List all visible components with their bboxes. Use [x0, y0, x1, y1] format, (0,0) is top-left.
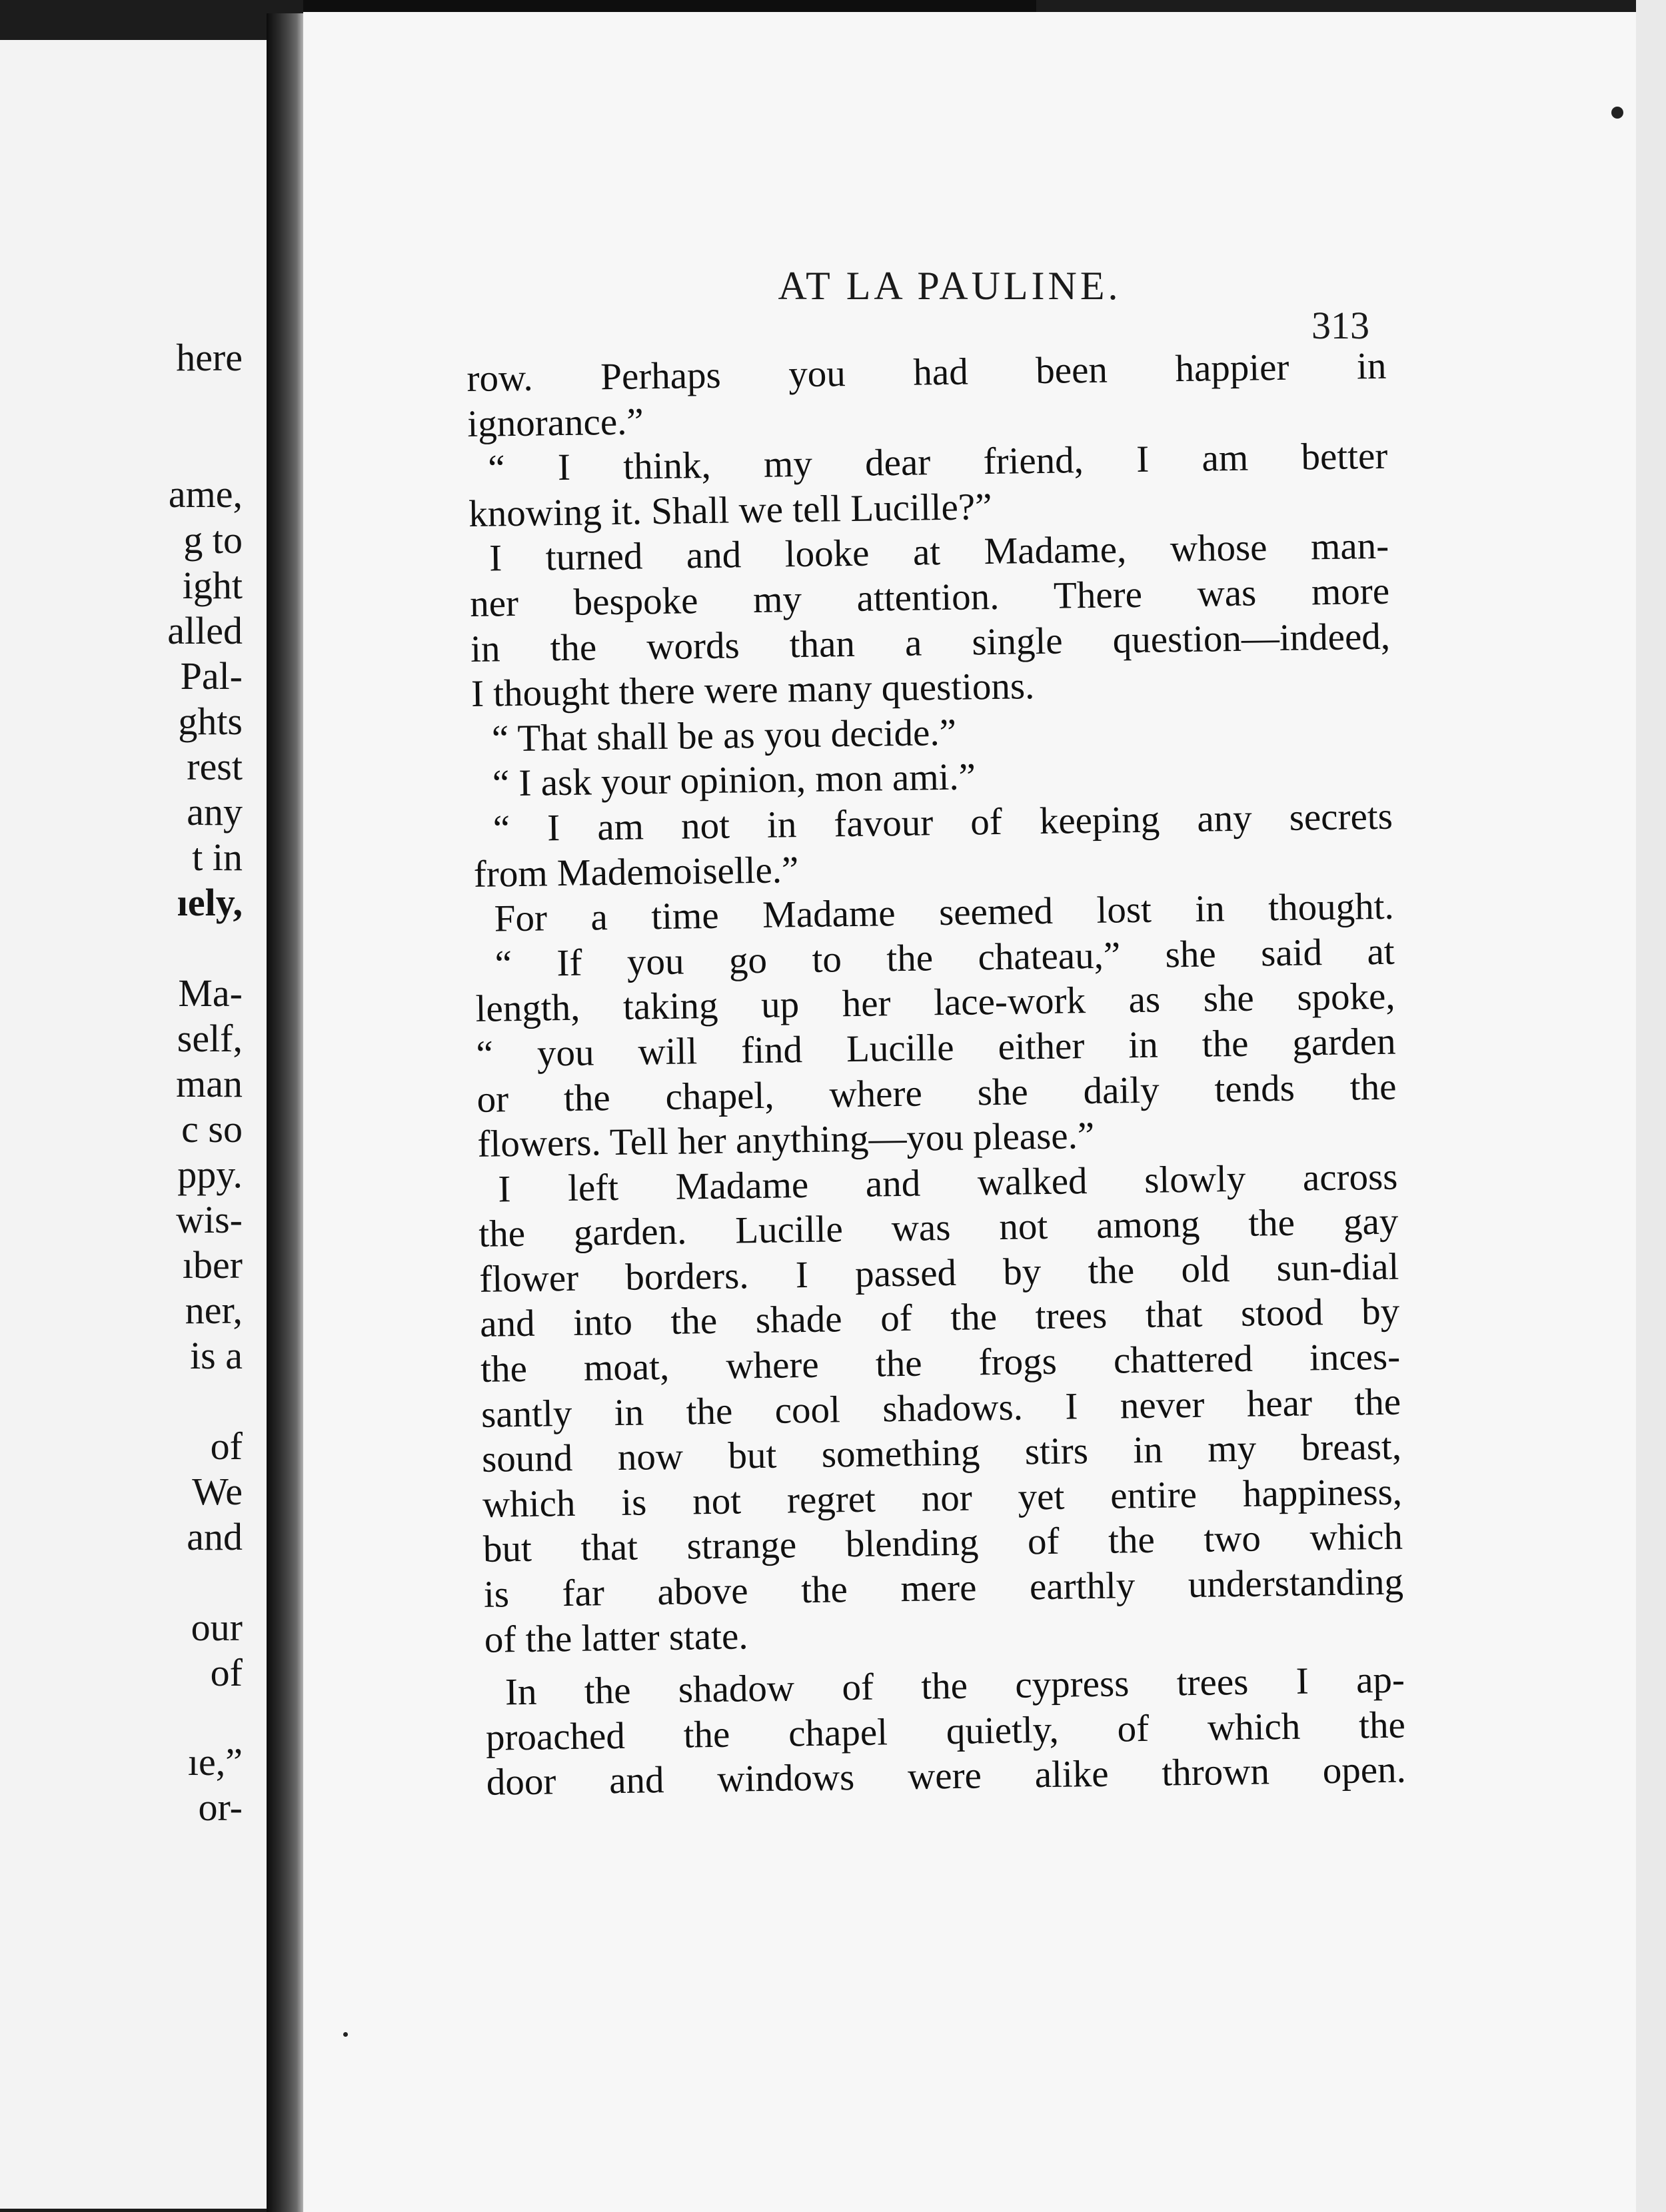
left-fragment: and: [187, 1515, 243, 1558]
text-line: For a time Madame seemed lost in thought.: [494, 885, 1395, 940]
text-line: of the latter state.: [484, 1614, 748, 1661]
running-head: AT LA PAULINE.: [778, 264, 1122, 308]
text-line: from Mademoiselle.”: [473, 848, 799, 895]
text-line: the garden. Lucille was not among the gay: [478, 1200, 1399, 1256]
left-fragment: ppy.: [177, 1153, 243, 1196]
left-fragment: ıber: [182, 1243, 243, 1287]
left-fragment: here: [176, 336, 243, 379]
left-fragment: g to: [183, 518, 243, 562]
book-gutter: [267, 13, 307, 2212]
left-fragment: rest: [187, 745, 243, 788]
text-line: “ I am not in favour of keeping any secrets: [492, 795, 1393, 850]
left-fragment: ner,: [185, 1289, 243, 1332]
left-fragment: self,: [177, 1017, 243, 1060]
text-line: which is not regret nor yet entire happiness,: [482, 1470, 1403, 1526]
left-fragment: ame,: [168, 472, 243, 516]
text-line: or the chapel, where she daily tends the: [476, 1065, 1397, 1121]
left-fragment: t in: [192, 835, 243, 879]
text-line: is far above the mere earthly understanding: [483, 1560, 1404, 1616]
text-line: in the words than a single question—indeed,: [470, 615, 1391, 670]
text-line: “ That shall be as you decide.”: [491, 711, 957, 760]
text-line: flower borders. I passed by the old sun-dial: [478, 1245, 1399, 1301]
text-line: sound now but something stirs in my breast,: [481, 1425, 1402, 1481]
text-line: door and windows were alike thrown open.: [486, 1748, 1407, 1804]
text-line: I turned and looke at Madame, whose man-: [488, 525, 1389, 580]
left-fragment: Pal-: [180, 654, 243, 698]
text-line: and into the shade of the trees that stood by: [479, 1291, 1400, 1346]
text-line: but that strange blending of the two which: [482, 1515, 1403, 1571]
left-fragment: is a: [190, 1334, 243, 1377]
text-line: proached the chapel quietly, of which the: [485, 1704, 1406, 1759]
left-fragment: our: [191, 1606, 243, 1649]
left-fragment: ıe,”: [187, 1740, 243, 1784]
left-fragment: ight: [182, 564, 243, 607]
text-line: length, taking up her lace-work as she spoke,: [475, 975, 1395, 1031]
left-fragment: or-: [198, 1786, 243, 1829]
body-text: [466, 344, 1406, 1806]
text-line: santly in the cool shadows. I never hear the: [480, 1381, 1401, 1436]
text-line: ignorance.”: [466, 400, 644, 445]
left-fragment: man: [176, 1062, 243, 1105]
left-fragment: of: [210, 1651, 243, 1694]
left-fragment: of: [210, 1424, 243, 1468]
ink-speck: [343, 2032, 348, 2037]
page-edge: [1636, 0, 1666, 2212]
ink-speck: [1611, 107, 1623, 119]
left-fragment: c so: [181, 1107, 243, 1151]
text-line: “ If you go to the chateau,” she said at: [494, 930, 1395, 985]
page-number: 313: [1311, 304, 1369, 347]
text-line: knowing it. Shall we tell Lucille?”: [468, 485, 992, 535]
text-line: flowers. Tell her anything—you please.”: [477, 1115, 1095, 1165]
left-fragment: ghts: [178, 700, 243, 743]
left-fragment: any: [187, 790, 243, 833]
text-line: row. Perhaps you had been happier in: [466, 344, 1387, 400]
left-fragment: We: [192, 1470, 243, 1513]
text-line: I left Madame and walked slowly across: [498, 1155, 1398, 1211]
left-fragment: wis-: [176, 1198, 243, 1241]
text-line: “ I ask your opinion, mon ami.”: [492, 756, 976, 805]
left-fragment: alled: [167, 609, 243, 652]
left-fragment: Ma-: [178, 971, 243, 1015]
text-line: ner bespoke my attention. There was more: [469, 570, 1390, 625]
text-line: the moat, where the frogs chattered inces-: [480, 1335, 1401, 1390]
text-line: I thought there were many questions.: [470, 665, 1035, 716]
text-line: “ you will find Lucille either in the garden: [476, 1020, 1396, 1075]
text-line: In the shadow of the cypress trees I ap-: [504, 1658, 1405, 1714]
previous-page: [0, 40, 267, 2209]
left-fragment: ıely,: [177, 881, 243, 924]
text-line: “ I think, my dear friend, I am better: [487, 434, 1388, 490]
